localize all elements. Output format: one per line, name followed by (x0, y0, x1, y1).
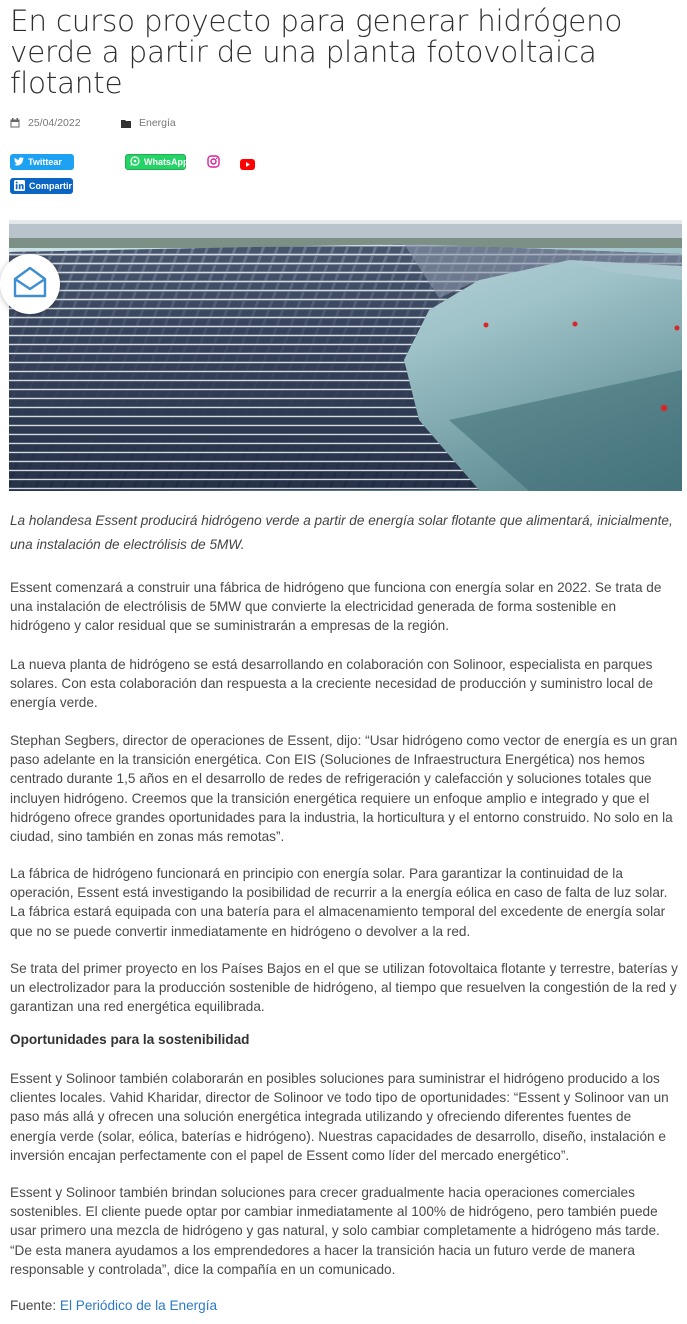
calendar-icon (10, 118, 20, 128)
twitter-icon (14, 157, 24, 168)
youtube-icon[interactable] (240, 157, 255, 175)
source-line (10, 1296, 680, 1315)
floating-solar-photo (9, 220, 682, 491)
category-text: Energía (139, 117, 176, 129)
twitter-share-button[interactable] (10, 154, 74, 170)
section-heading: Oportunidades para la sostenibilidad (10, 1032, 250, 1047)
article-category[interactable] (121, 117, 176, 129)
newsletter-button[interactable] (0, 254, 60, 314)
article-title: En curso proyecto para generar hidrógeno verde a partir de una planta fotovoltaica flotante (10, 4, 623, 100)
instagram-icon[interactable] (207, 155, 220, 173)
date-text: 25/04/2022 (28, 117, 81, 129)
body-paragraph: Se trata del primer proyecto en los Países Bajos en el que se utilizan fotovoltaica flotante y terrestre, baterías y un electrolizador para la producción sostenible de hidrógeno, al tiempo que resuelven la congestión de la red y garantizan una red energética equilibrada. (10, 961, 678, 1015)
linkedin-icon (14, 180, 25, 193)
whatsapp-share-button[interactable] (125, 154, 189, 170)
body-paragraph: La fábrica de hidrógeno funcionará en principio con energía solar. Para garantizar la continuidad de la operación, Essent está investigando la posibilidad de recurrir a la energía eólica en caso de falta de luz solar. La fábrica estará equipada con una batería para el almacenamiento temporal del excedente de energía solar que no se puede convertir inmediatamente en hidrógeno o devolver a la red. (10, 866, 668, 939)
source-link[interactable]: El Periódico de la Energía (59, 1298, 218, 1313)
folder-icon (121, 119, 131, 128)
body-paragraph: Essent y Solinoor también colaborarán en posibles soluciones para suministrar el hidrógeno producido a los clientes locales. Vahid Kharidar, director de Solinoor ve todo tipo de oportunidades: “Essent y Solinoor van un paso más allá y ofrecen una solución energética integrada utilizando y ofreciendo diferentes fuentes de energía verde (solar, eólica, baterías e hidrógeno). Nuestras capacidades de desarrollo, diseño, instalación e inversión encajan perfectamente con el papel de Essent como líder del mercado energético”. (10, 1071, 669, 1163)
linkedin-share-button[interactable] (10, 178, 73, 194)
body-paragraph: Essent y Solinoor también brindan soluciones para crecer gradualmente hacia operaciones comerciales sostenibles. El cliente puede optar por cambiar inmediatamente al 100% de hidrógeno, pero también puede usar primero una mezcla de hidrógeno y gas natural, y solo cambiar completamente a hidrógeno más tarde. “De esta manera ayudamos a los emprendedores a hacer la transición hacia un futuro verde de manera responsable y controlada”, dice la compañía en un comunicado. (10, 1185, 660, 1277)
linkedin-label: Compartir (29, 181, 73, 191)
source-label: Fuente: (10, 1298, 57, 1313)
twitter-label: Twittear (28, 157, 62, 167)
article-date (10, 117, 81, 129)
newsletter-icon (11, 265, 49, 304)
whatsapp-label: WhatsApp (144, 157, 189, 167)
image-caption: La holandesa Essent producirá hidrógeno verde a partir de energía solar flotante que alimentará, inicialmente, una instalación de electrólisis de 5MW. (10, 513, 673, 552)
body-paragraph: Stephan Segbers, director de operaciones de Essent, dijo: “Usar hidrógeno como vector de energía es un gran paso adelante en la transición energética. Con EIS (Soluciones de Infraestructura Energética) nos hemos centrado durante 1,5 años en el desarrollo de redes de refrigeración y calefacción y soluciones totales que incluyen hidrógeno. Creemos que la transición energética requiere un enfoque amplio e integrado y que el hidrógeno ofrece grandes oportunidades para la industria, la horticultura y el entorno construido. No solo en la ciudad, sino también en zonas más remotas”. (10, 733, 678, 845)
whatsapp-icon (130, 156, 140, 168)
body-paragraph: Essent comenzará a construir una fábrica de hidrógeno que funciona con energía solar en 2022. Se trata de una instalación de electrólisis de 5MW que convierte la electricidad generada de forma sostenible en hidrógeno y calor residual que se suministrarán a empresas de la región. (10, 580, 662, 634)
body-paragraph: La nueva planta de hidrógeno se está desarrollando en colaboración con Solinoor, especialista en parques solares. Con esta colaboración dan respuesta a la creciente necesidad de producción y suministro local de energía verde. (10, 657, 654, 711)
